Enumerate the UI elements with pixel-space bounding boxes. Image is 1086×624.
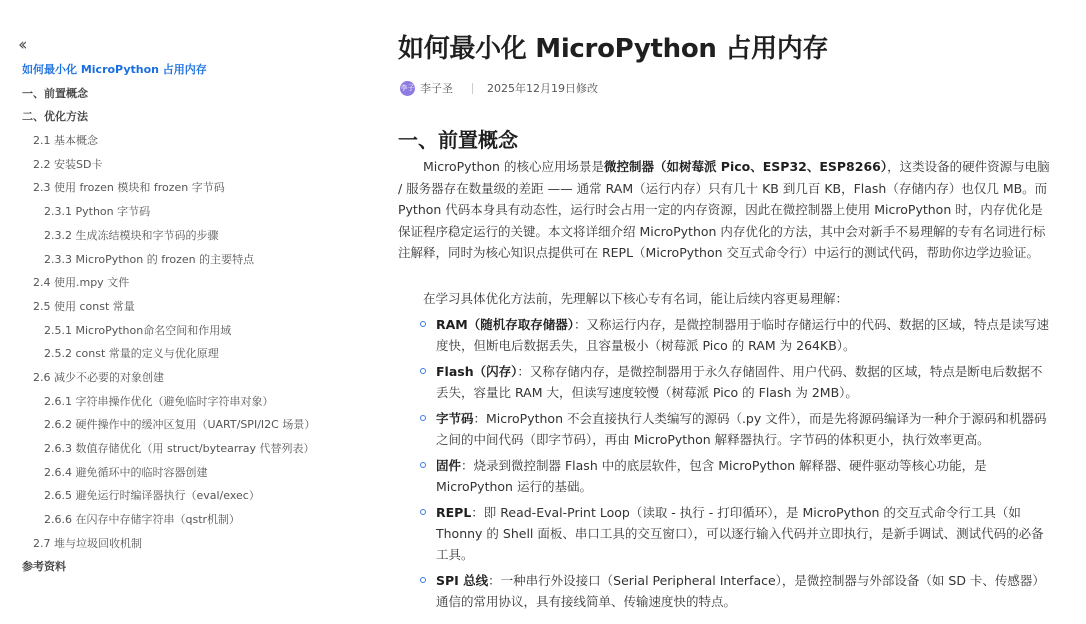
lead-paragraph <box>398 288 1052 310</box>
term-desc: ：又称存储内存，是微控制器用于永久存储固件、用户代码、数据的区域，特点是断电后数据不丢失，容量比 RAM 大，但读写速度较慢（树莓派 Pico 的 Flash 为 2MB）。 <box>436 364 1043 400</box>
toc-item-section-2[interactable]: 二、优化方法 <box>22 110 88 124</box>
terms-list <box>398 314 1052 617</box>
toc-list <box>22 60 362 581</box>
toc-item-2-2[interactable]: 2.2 安装SD卡 <box>33 157 103 171</box>
toc-item-title[interactable]: 如何最小化 MicroPython 占用内存 <box>22 63 207 76</box>
toc-item-2-6-6[interactable]: 2.6.6 在闪存中存储字符串（qstr机制） <box>44 513 241 527</box>
toc-item-2-3-3[interactable]: 2.3.3 MicroPython 的 frozen 的主要特点 <box>44 252 255 266</box>
toc-item-section-1[interactable]: 一、前置概念 <box>22 86 88 100</box>
meta-divider <box>472 83 473 94</box>
intro-paragraph <box>398 156 1052 264</box>
list-item <box>398 455 1052 497</box>
toc-item-2-6-1[interactable]: 2.6.1 字符串操作优化（避免临时字符串对象） <box>44 394 274 408</box>
term-desc: ：烧录到微控制器 Flash 中的底层软件，包含 MicroPython 解释器、硬件驱动等核心功能，是 MicroPython 运行的基础。 <box>436 458 987 494</box>
intro-bold: 微控制器（如树莓派 Pico、ESP32、ESP8266） <box>603 159 888 174</box>
term-desc: ：即 Read-Eval-Print Loop（读取 - 执行 - 打印循环），是 MicroPython 的交互式命令行工具（如 Thonny 的 Shell 面板、串口工具的交互窗口），可以逐行输入代码并立即执行，是新手调试、测试代码的必备工具。 <box>436 505 1044 562</box>
bullet-icon <box>420 577 426 583</box>
term-name: REPL <box>436 505 472 520</box>
section-heading: 一、前置概念 <box>398 128 518 152</box>
bullet-icon <box>420 368 426 374</box>
double-chevron-left-icon[interactable]: ‹‹ <box>18 35 24 55</box>
page-title: 如何最小化 MicroPython 占用内存 <box>398 34 829 64</box>
term-desc: ：又称运行内存，是微控制器用于临时存储运行中的代码、数据的区域，特点是读写速度快，但断电后数据丢失，且容量极小（树莓派 Pico 的 RAM 为 264KB）。 <box>436 317 1050 353</box>
term-name: 固件 <box>436 458 462 473</box>
bullet-icon <box>420 321 426 327</box>
toc-item-2-6-4[interactable]: 2.6.4 避免循环中的临时容器创建 <box>44 465 208 479</box>
toc-item-2-1[interactable]: 2.1 基本概念 <box>33 134 98 148</box>
lead-text: 在学习具体优化方法前，先理解以下核心专有名词，能让后续内容更易理解： <box>423 291 849 306</box>
toc-item-2-3[interactable]: 2.3 使用 frozen 模块和 frozen 字节码 <box>33 181 225 195</box>
term-name: Flash（闪存） <box>436 364 518 379</box>
list-item <box>398 570 1052 612</box>
toc-item-2-6[interactable]: 2.6 减少不必要的对象创建 <box>33 370 164 384</box>
toc-item-2-6-2[interactable]: 2.6.2 硬件操作中的缓冲区复用（UART/SPI/I2C 场景） <box>44 418 316 432</box>
term-name: 字节码 <box>436 411 474 426</box>
bullet-icon <box>420 462 426 468</box>
term-desc: ：MicroPython 不会直接执行人类编写的源码（.py 文件），而是先将源码编译为一种介于源码和机器码之间的中间代码（即字节码），再由 MicroPython 解释器执行。字节码的体积更小，执行效率更高。 <box>436 411 1047 447</box>
toc-item-references[interactable]: 参考资料 <box>22 560 66 574</box>
toc-item-2-6-3[interactable]: 2.6.3 数值存储优化（用 struct/bytearray 代替列表） <box>44 442 315 455</box>
list-item <box>398 314 1052 356</box>
bullet-icon <box>420 509 426 515</box>
sidebar-toc <box>0 0 370 624</box>
toc-item-2-7[interactable]: 2.7 堆与垃圾回收机制 <box>33 536 142 550</box>
toc-item-2-5-1[interactable]: 2.5.1 MicroPython命名空间和作用域 <box>44 323 232 337</box>
bullet-icon <box>420 415 426 421</box>
avatar[interactable]: 李子 <box>400 81 415 96</box>
intro-text-1: MicroPython 的核心应用场景是 <box>423 159 604 174</box>
list-item <box>398 361 1052 403</box>
term-name: SPI 总线 <box>436 573 489 588</box>
modified-date: 2025年12月19日修改 <box>487 82 598 95</box>
toc-item-2-3-1[interactable]: 2.3.1 Python 字节码 <box>44 205 151 219</box>
toc-item-2-5[interactable]: 2.5 使用 const 常量 <box>33 299 135 313</box>
term-desc: ：一种串行外设接口（Serial Peripheral Interface），是微控制器与外部设备（如 SD 卡、传感器）通信的常用协议，具有接线简单、传输速度快的特点。 <box>436 573 1045 609</box>
toc-item-2-6-5[interactable]: 2.6.5 避免运行时编译器执行（eval/exec） <box>44 489 260 503</box>
intro-text-2: ，这类设备的硬件资源与电脑 / 服务器存在数量级的差距 —— 通常 RAM（运行内存）只有几十 KB 到几百 KB，Flash（存储内存）也仅几 MB。而 Python 代码本身具有动态性，运行时会占用一定的内存资源，因此在微控制器上使用 MicroPython 时，内存优化是保证程序稳定运行的关键。本文将详细介绍 MicroPython 内存优化的方法，其中会对新手不易理解的专有名词进行标注解释，同时为核心知识点提供可在 REPL（MicroPython 交互式命令行）中运行的测试代码，帮助你边学边验证。 <box>398 159 1050 260</box>
term-name: RAM（随机存取存储器） <box>436 317 574 332</box>
article-meta <box>400 79 598 97</box>
toc-item-2-5-2[interactable]: 2.5.2 const 常量的定义与优化原理 <box>44 347 219 361</box>
author-name[interactable]: 李子圣 <box>420 82 453 95</box>
list-item <box>398 408 1052 450</box>
toc-item-2-3-2[interactable]: 2.3.2 生成冻结模块和字节码的步骤 <box>44 228 219 242</box>
toc-item-2-4[interactable]: 2.4 使用.mpy 文件 <box>33 276 130 290</box>
list-item <box>398 502 1052 565</box>
